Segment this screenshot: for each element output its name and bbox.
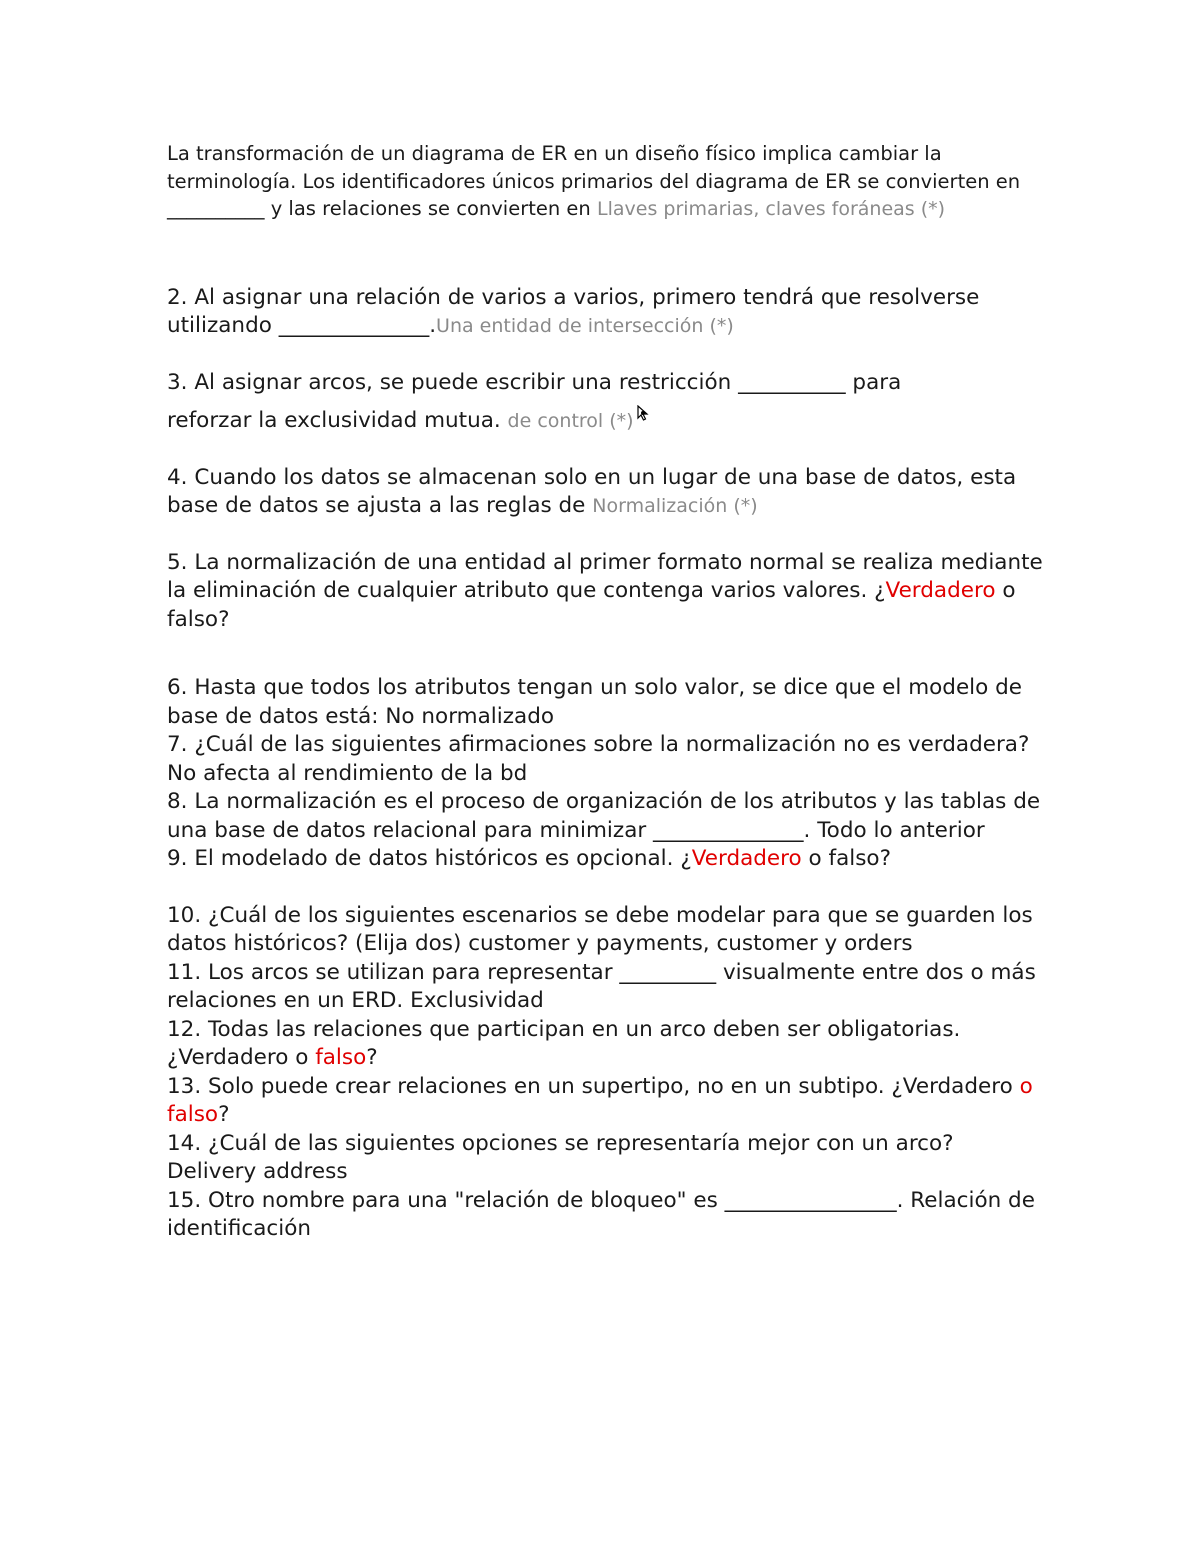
question-13-answer: o falso: [167, 1073, 1033, 1127]
question-6: 6. Hasta que todos los atributos tengan un solo valor, se dice que el modelo de base de datos está: No normalizado: [167, 675, 1023, 729]
question-3-answer: de control (*): [507, 410, 634, 432]
question-1-answer: Llaves primarias, claves foráneas (*): [597, 198, 946, 220]
question-9-text: 9. El modelado de datos históricos es opcional. ¿: [167, 846, 692, 871]
question-4-answer: Normalización (*): [592, 495, 758, 517]
question-7: 7. ¿Cuál de las siguientes afirmaciones sobre la normalización no es verdadera? No afecta al rendimiento de la bd: [167, 732, 1030, 786]
question-12: [167, 1016, 1047, 1073]
question-2: [167, 284, 1047, 341]
question-9-tail: o falso?: [801, 846, 891, 871]
question-13: [167, 1073, 1047, 1130]
question-11: 11. Los arcos se utilizan para representar _________ visualmente entre dos o más relaciones en un ERD. Exclusividad: [167, 959, 1036, 1013]
question-12-answer: falso: [315, 1045, 367, 1070]
question-14: 14. ¿Cuál de las siguientes opciones se representaría mejor con un arco? Delivery address: [167, 1130, 954, 1184]
question-2-text: 2. Al asignar una relación de varios a varios, primero tendrá que resolverse utilizando ______________.: [167, 284, 980, 338]
question-13-text: 13. Solo puede crear relaciones en un supertipo, no en un subtipo. ¿Verdadero: [167, 1073, 1020, 1099]
question-3-line1: 3. Al asignar arcos, se puede escribir una restricción __________ para: [167, 369, 902, 395]
question-3-line2: reforzar la exclusividad mutua.: [167, 408, 501, 433]
question-5-answer: Verdadero: [885, 578, 996, 603]
question-12-tail: ?: [366, 1045, 378, 1070]
question-5-text: 5. La normalización de una entidad al primer formato normal se realiza mediante la eliminación de cualquier atributo que contenga varios valores. ¿: [167, 549, 1043, 603]
question-4-text: 4. Cuando los datos se almacenan solo en un lugar de una base de datos, esta base de datos se ajusta a las reglas de: [167, 464, 1017, 518]
question-15: 15. Otro nombre para una "relación de bloqueo" es ________________. Relación de identificación: [167, 1187, 1035, 1241]
question-2-answer: Una entidad de intersección (*): [436, 315, 734, 337]
question-3: [167, 369, 1047, 436]
document-page: [167, 140, 1047, 1244]
question-8: 8. La normalización es el proceso de organización de los atributos y las tablas de una base de datos relacional para minimizar ______________. Todo lo anterior: [167, 789, 1041, 843]
question-12-text: 12. Todas las relaciones que participan en un arco deben ser obligatorias. ¿Verdadero o: [167, 1016, 961, 1070]
question-5-tail: o falso?: [167, 578, 1016, 632]
question-10: 10. ¿Cuál de los siguientes escenarios se debe modelar para que se guarden los datos históricos? (Elija dos) customer y payments, customer y orders: [167, 902, 1033, 956]
question-9: [167, 845, 1047, 874]
question-1: [167, 140, 1047, 224]
question-13-tail: ?: [218, 1102, 230, 1127]
question-5: [167, 549, 1047, 635]
cursor-icon: [636, 401, 650, 417]
question-9-answer: Verdadero: [691, 846, 802, 871]
question-4: [167, 464, 1047, 521]
question-1-text: La transformación de un diagrama de ER en un diseño físico implica cambiar la terminología. Los identificadores únicos primarios del diagrama de ER se convierten en __________ y las relaciones se convierten en: [167, 142, 1021, 220]
